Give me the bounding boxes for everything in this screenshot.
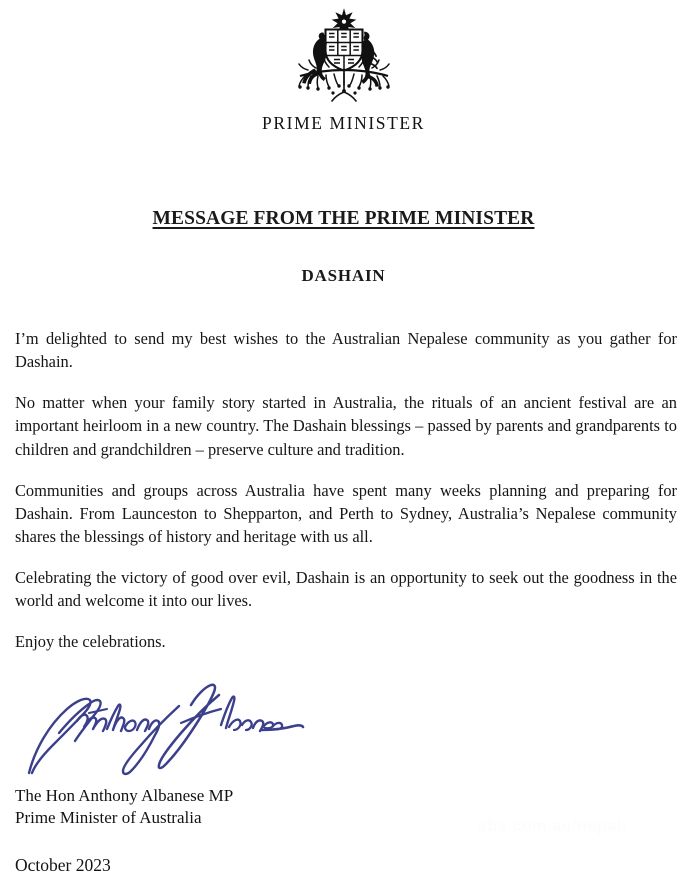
letterhead	[0, 0, 687, 134]
page-title: MESSAGE FROM THE PRIME MINISTER	[152, 208, 535, 229]
signatory-name: The Hon Anthony Albanese MP	[15, 786, 234, 806]
body-paragraph: Enjoy the celebrations.	[15, 632, 166, 652]
letter-date: October 2023	[15, 854, 111, 875]
body-paragraph: No matter when your family story started in Australia, the rituals of an ancient festival are an important heirloom in a new country. The Dashain blessings – passed by parents and grandparents to children and grandchildren – preserve culture and tradition.	[15, 393, 677, 459]
letter-body	[15, 286, 677, 653]
body-paragraph: Celebrating the victory of good over evil, Dashain is an opportunity to seek out the goodness in the world and welcome it into our lives.	[15, 568, 677, 611]
department-title: PRIME MINISTER	[262, 113, 425, 133]
signatory-title: Prime Minister of Australia	[15, 808, 202, 828]
page-subtitle: DASHAIN	[301, 266, 386, 285]
australian-coat-of-arms-icon	[284, 6, 404, 102]
body-paragraph: Communities and groups across Australia have spent many weeks planning and preparing for Dashain. From Launceston to Shepparton, and Perth to Sydney, Australia’s Nepalese community shares the blessings of history and heritage with us all.	[15, 480, 677, 546]
signature-block	[15, 785, 687, 829]
handwritten-signature-icon	[15, 673, 315, 777]
body-paragraph: I’m delighted to send my best wishes to the Australian Nepalese community as you gather for Dashain.	[15, 329, 677, 372]
watermark: sbs.com.au/nepali	[478, 818, 627, 835]
